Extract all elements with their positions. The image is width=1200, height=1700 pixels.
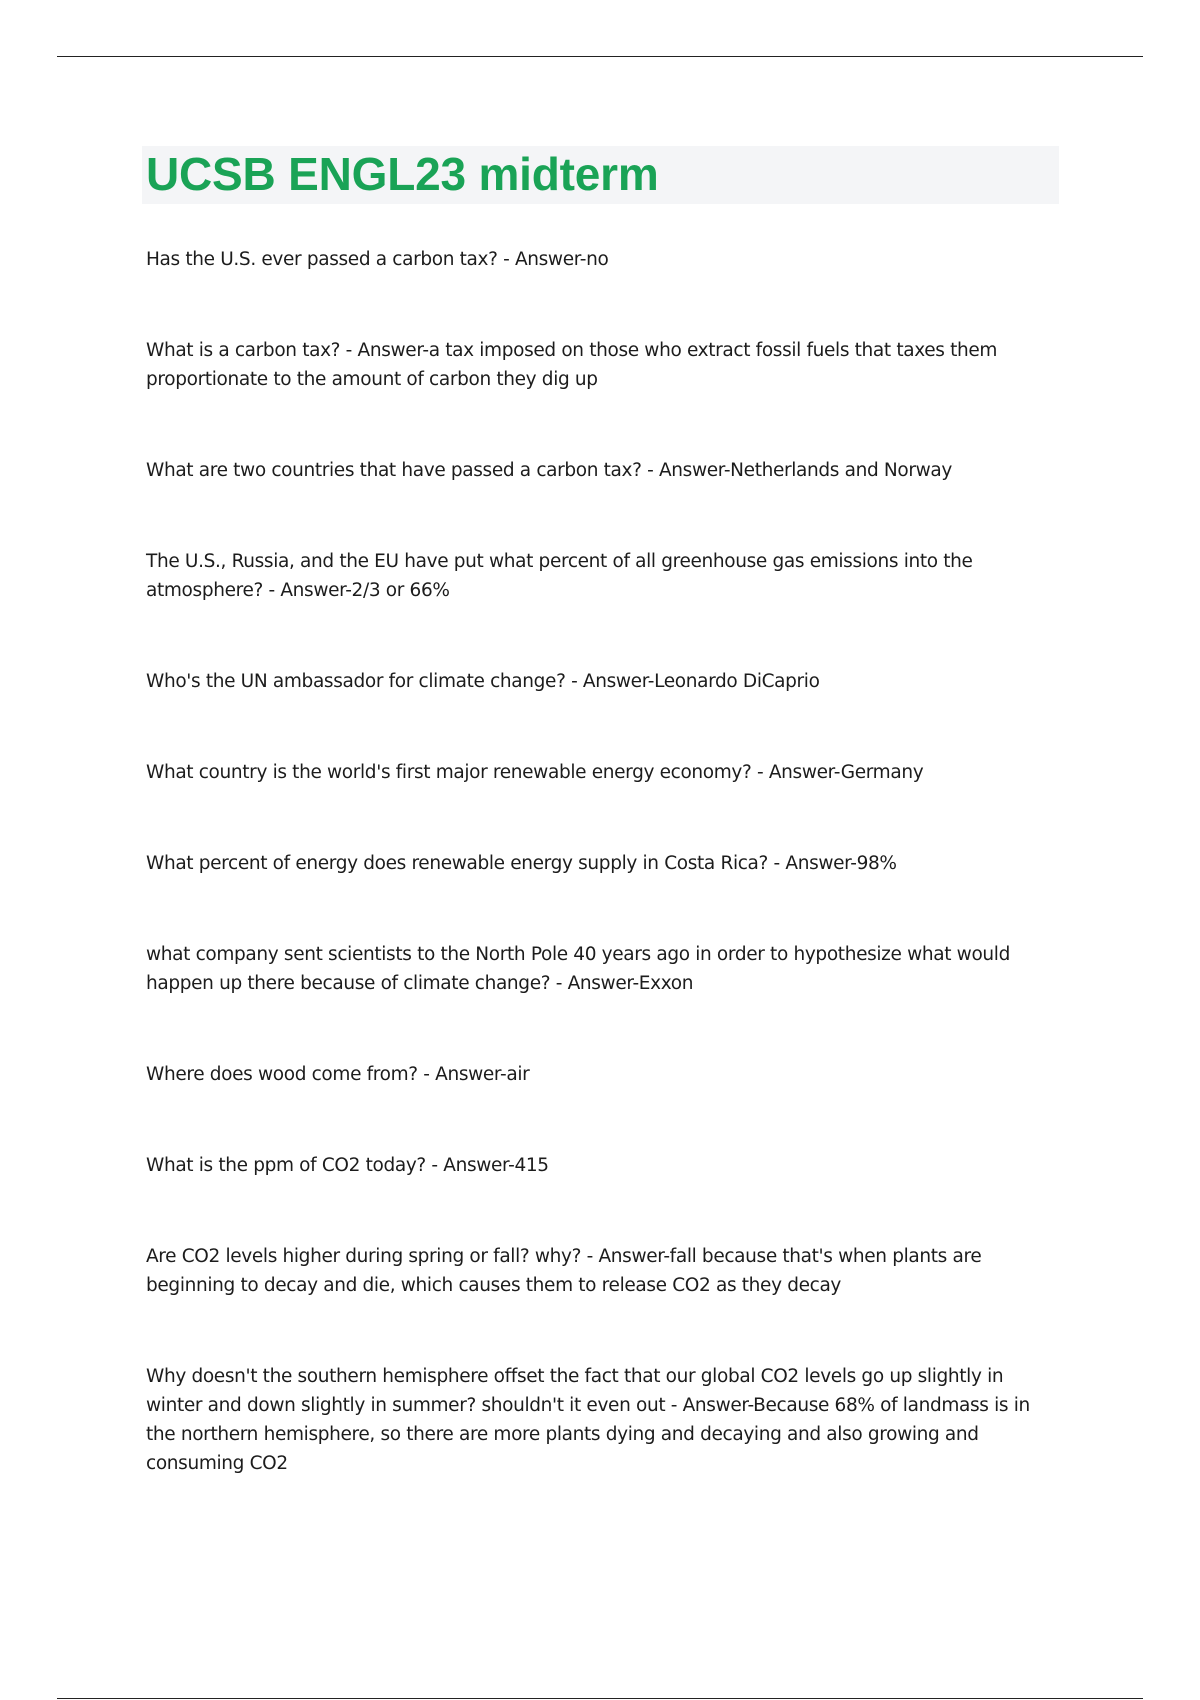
qa-list bbox=[146, 245, 1046, 1540]
qa-item: what company sent scientists to the North Pole 40 years ago in order to hypothesize what would happen up there because of climate change? - Answer-Exxon bbox=[146, 944, 1010, 994]
qa-item: Are CO2 levels higher during spring or fall? why? - Answer-fall because that's when plants are beginning to decay and die, which causes them to release CO2 as they decay bbox=[146, 1246, 982, 1296]
document-title: UCSB ENGL23 midterm bbox=[146, 148, 659, 200]
qa-item: Why doesn't the southern hemisphere offset the fact that our global CO2 levels go up slightly in winter and down slightly in summer? shouldn't it even out - Answer-Because 68% of landmass is in the northern hemisphere, so there are more plants dying and decaying and also growing and consuming CO2 bbox=[146, 1366, 1030, 1474]
qa-item: What are two countries that have passed a carbon tax? - Answer-Netherlands and Norway bbox=[146, 460, 952, 481]
qa-item: Who's the UN ambassador for climate change? - Answer-Leonardo DiCaprio bbox=[146, 671, 820, 692]
qa-item: What is the ppm of CO2 today? - Answer-415 bbox=[146, 1155, 549, 1176]
qa-item: What country is the world's first major renewable energy economy? - Answer-Germany bbox=[146, 762, 924, 783]
top-divider bbox=[57, 56, 1143, 57]
qa-item: What percent of energy does renewable energy supply in Costa Rica? - Answer-98% bbox=[146, 853, 897, 874]
qa-item: Where does wood come from? - Answer-air bbox=[146, 1064, 530, 1085]
qa-item: The U.S., Russia, and the EU have put what percent of all greenhouse gas emissions into the atmosphere? - Answer-2/3 or 66% bbox=[146, 551, 973, 601]
qa-item: What is a carbon tax? - Answer-a tax imposed on those who extract fossil fuels that taxes them proportionate to the amount of carbon they dig up bbox=[146, 340, 998, 390]
qa-item: Has the U.S. ever passed a carbon tax? - Answer-no bbox=[146, 249, 609, 270]
bottom-divider bbox=[57, 1698, 1143, 1699]
